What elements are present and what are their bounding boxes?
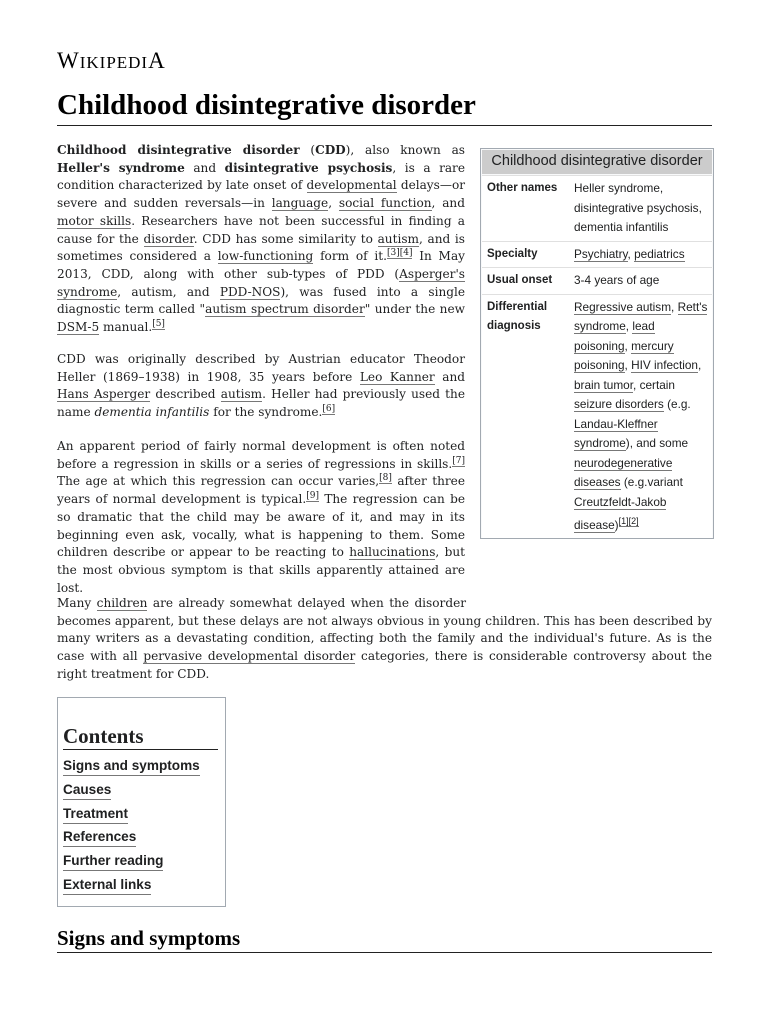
history-paragraph: [57, 351, 465, 422]
toc-item-references[interactable]: References: [63, 828, 136, 847]
citation-ref[interactable]: [7]: [452, 455, 465, 466]
citation-ref[interactable]: [9]: [306, 491, 319, 502]
link-hallucinations[interactable]: hallucinations: [349, 545, 436, 560]
text: and: [184, 160, 225, 175]
infobox-value: 3-4 years of age: [574, 273, 660, 287]
text: ), and some: [625, 436, 689, 450]
link-pervasive-developmental-disorder[interactable]: pervasive developmental disorder: [143, 649, 356, 664]
infobox-value: Psychiatry, pediatrics: [574, 246, 685, 261]
infobox-value: Regressive autism, Rett's syndrome, lead poisoning, mercury poisoning, HIV infection, brain tumor, certain seizure disorders (e.g. Landau-Kleffner syndrome), and some neurodegenerative diseases (e.g.variant Creutzfeldt-Jakob disease)[1][2]: [574, 299, 708, 532]
link-hiv-infection[interactable]: HIV infection: [631, 358, 698, 372]
link-brain-tumor[interactable]: brain tumor: [574, 377, 634, 392]
text: ,: [328, 196, 339, 211]
text: , autism, and: [117, 284, 220, 299]
toc-title: Contents: [63, 723, 218, 750]
link-seizure-disorders[interactable]: seizure disorders: [574, 397, 664, 411]
bold-term: disintegrative psychosis: [224, 160, 393, 175]
page-title: Childhood disintegrative disorder: [57, 86, 712, 126]
text: (: [299, 143, 316, 157]
wrap-spacer: [466, 595, 712, 612]
link-social-function[interactable]: social function: [338, 196, 432, 211]
infobox-label: Other names: [487, 182, 558, 194]
table-of-contents: [57, 697, 226, 907]
text: manual.: [99, 320, 153, 335]
citation-ref[interactable]: [3][4]: [386, 248, 413, 259]
bold-term: CDD: [315, 143, 346, 157]
text: (e.g.: [667, 397, 691, 411]
text: In May 2013, CDD, along with other sub-types of PDD (: [57, 249, 465, 281]
link-psychiatry[interactable]: Psychiatry: [574, 246, 628, 261]
link-lead-poisoning[interactable]: lead poisoning: [574, 319, 655, 353]
text: . CDD has some similarity to: [193, 231, 378, 246]
infobox-label: Usual onset: [487, 274, 553, 286]
text: Many: [57, 596, 97, 610]
link-leo-kanner[interactable]: Leo Kanner: [359, 369, 435, 384]
link-landau-kleffner-syndrome[interactable]: Landau-Kleffner syndrome: [574, 416, 658, 450]
link-creutzfeldt-jakob-disease[interactable]: Creutzfeldt-Jakob disease: [574, 494, 667, 532]
link-language[interactable]: language: [271, 196, 329, 211]
section-heading-signs-and-symptoms: Signs and symptoms: [57, 924, 712, 953]
text: form of it.: [313, 249, 387, 264]
text: ): [614, 517, 619, 532]
infobox-title: Childhood disintegrative disorder: [482, 150, 712, 174]
text: described: [150, 387, 221, 402]
wordmark-last: A: [148, 48, 166, 73]
wikipedia-wordmark[interactable]: [57, 48, 166, 74]
toc-item-external-links[interactable]: External links: [63, 876, 151, 895]
toc-item-signs-and-symptoms[interactable]: Signs and symptoms: [63, 757, 200, 776]
infobox: [480, 148, 714, 539]
link-pdd-nos[interactable]: PDD-NOS: [219, 284, 281, 299]
infobox-row-other-names: [482, 175, 712, 241]
text: ), was fused into a single diagnostic term called ": [57, 284, 465, 317]
children-paragraph: [57, 595, 712, 684]
text: , but the most obvious symptom is that skills apparently attained are lost.: [57, 545, 465, 595]
bold-term: Childhood disintegrative disorder: [57, 143, 300, 157]
link-dsm-5[interactable]: DSM-5: [57, 320, 100, 335]
infobox-row-usual-onset: [482, 267, 712, 294]
infobox-row-differential-diagnosis: [482, 294, 712, 539]
intro-paragraph: [57, 142, 465, 337]
citation-ref[interactable]: [5]: [152, 319, 165, 329]
link-mercury-poisoning[interactable]: mercury poisoning: [574, 338, 674, 372]
link-autism[interactable]: autism: [220, 387, 263, 402]
citation-ref[interactable]: [1][2]: [618, 516, 639, 526]
text: The age at which this regression can occur varies,: [57, 474, 380, 489]
citation-ref[interactable]: [6]: [322, 404, 336, 415]
citation-ref[interactable]: [8]: [379, 473, 392, 484]
text: delays—or severe and sudden reversals—in: [57, 178, 466, 211]
toc-item-further-reading[interactable]: Further reading: [63, 852, 163, 871]
bold-term: Heller's syndrome: [57, 160, 185, 175]
text: . Heller had previously used the name: [57, 387, 465, 420]
link-autism-spectrum-disorder[interactable]: autism spectrum disorder: [205, 302, 365, 317]
text: are already somewhat delayed when the disorder becomes apparent, but these delays are not always obvious in young children. This has been described by many writers as a devastating condition, affecting both the family and the individual's future. As is the case with all: [57, 596, 712, 664]
link-motor-skills[interactable]: motor skills: [57, 213, 132, 228]
infobox-label: Specialty: [487, 247, 538, 260]
toc-item-treatment[interactable]: Treatment: [63, 805, 128, 824]
text: , and: [431, 196, 465, 211]
text: for the syndrome.: [209, 405, 323, 420]
link-low-functioning[interactable]: low-functioning: [217, 249, 314, 264]
text: and: [434, 369, 466, 384]
text: , is a rare condition characterized by late onset of: [57, 160, 465, 193]
infobox-row-specialty: [482, 241, 712, 268]
link-children[interactable]: children: [96, 596, 148, 610]
development-paragraph: [57, 438, 465, 597]
link-hans-asperger[interactable]: Hans Asperger: [57, 387, 151, 402]
link-regressive-autism[interactable]: Regressive autism: [574, 299, 672, 314]
link-retts-syndrome[interactable]: Rett's syndrome: [574, 299, 708, 333]
toc-item-causes[interactable]: Causes: [63, 781, 111, 800]
text: " under the new: [364, 302, 465, 317]
infobox-value: Heller syndrome, disintegrative psychosis, dementia infantilis: [574, 181, 702, 234]
text: certain: [639, 377, 675, 392]
text: after three years of normal development is typical.: [57, 474, 466, 507]
link-pediatrics[interactable]: pediatrics: [634, 246, 685, 261]
link-disorder[interactable]: disorder: [143, 231, 194, 246]
text: ), also known as: [345, 143, 465, 157]
wordmark-first: W: [57, 48, 80, 73]
text: (e.g.variant: [623, 475, 683, 489]
link-autism[interactable]: autism: [377, 231, 419, 246]
text: An apparent period of fairly normal development is often noted before a regression in skills or a series of regressions in skills.: [57, 439, 465, 471]
link-developmental[interactable]: developmental: [306, 178, 397, 193]
text: CDD was originally described by Austrian educator Theodor Heller (1869–1938) in 1908, 35 years before: [57, 352, 465, 384]
italic-term: dementia infantilis: [94, 405, 210, 420]
wordmark-small: IKIPEDI: [79, 53, 149, 72]
link-neurodegenerative-diseases[interactable]: neurodegenerative diseases: [574, 455, 673, 489]
infobox-label: Differential diagnosis: [487, 300, 548, 332]
link-aspergers-syndrome[interactable]: Asperger's syndrome: [57, 266, 465, 299]
text: categories, there is considerable controversy about the right treatment for CDD.: [57, 649, 712, 681]
text: , and is sometimes considered a: [57, 231, 466, 264]
text: . Researchers have not been successful in finding a cause for the: [57, 213, 465, 246]
text: The regression can be so dramatic that the child may be aware of it, and may in its beginning even ask, vocally, what is happening to them. Some children describe or appear to be reacting to: [57, 492, 466, 560]
